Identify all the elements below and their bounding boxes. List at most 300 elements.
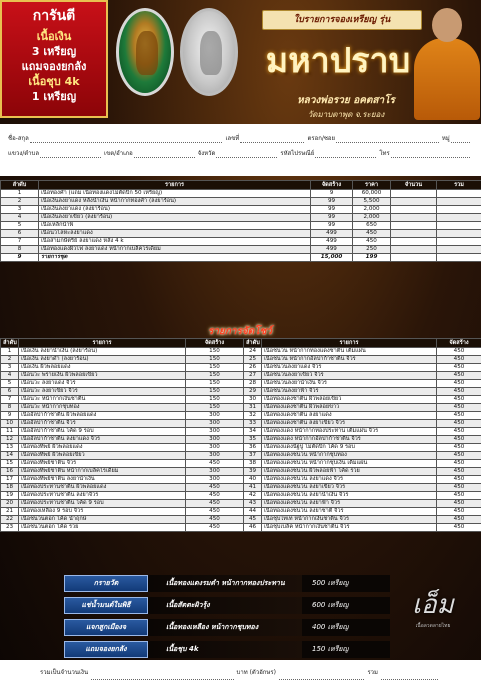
reward-row	[64, 640, 390, 659]
col-header-item: รายการ	[19, 339, 186, 348]
table-header-row	[1, 181, 481, 190]
logo-subtext: เนื้อลวดลายไทย	[415, 623, 451, 629]
row-item: เนื้อทองแดงผิวไฟ ลงยาแดง หน้ากากเบล็คโรเดียม	[39, 246, 311, 254]
reward-qty: 500 เหรียญ	[302, 575, 390, 592]
silver-amulet-image	[180, 8, 238, 96]
row-item: เนื้อทองแดงชนวน หน้ากากชุบเงิน เต็มแผ่น	[262, 460, 437, 468]
row-quantity: 450	[437, 396, 481, 404]
monk-photo	[410, 0, 481, 120]
row-amount-field[interactable]	[391, 190, 437, 198]
row-number: 3	[1, 206, 39, 214]
row-price: 5,500	[353, 198, 391, 206]
row-item: เนื้อชนวนตอก โค้ด นำฤกษ์	[19, 516, 186, 524]
row-quantity: 450	[437, 500, 481, 508]
row-item: เนื้อชนวนลงยาน้ำเงิน จีวร	[262, 380, 437, 388]
table-row	[1, 460, 481, 468]
subdistrict-label: แขวง/ตำบล	[8, 150, 40, 157]
number-label: เลขที่	[225, 135, 240, 142]
table-row	[1, 476, 481, 484]
row-item: เนื้อทองแดงนัฐปู ไม่ตัดปีก โค้ด 9 รอบ	[262, 444, 437, 452]
row-number: 13	[1, 444, 19, 452]
row-quantity: 300	[186, 468, 244, 476]
row-quantity: 450	[437, 492, 481, 500]
row-total-field[interactable]	[437, 190, 481, 198]
table-row	[1, 246, 481, 254]
row-quantity: 450	[186, 508, 244, 516]
row-price: 199	[353, 254, 391, 262]
series-title: มหาปราบ	[265, 41, 411, 81]
row-item: เนื้อชุบไทเท หน้ากากเงินชาติน จีวร	[262, 516, 437, 524]
row-item: เนื้อทองแดงชนวน ลงยาฟ้า จีวร	[262, 500, 437, 508]
row-item: เนื้อทองเหลือง 9 รอบ จีวร	[19, 508, 186, 516]
table-row	[1, 388, 481, 396]
table-row	[1, 348, 481, 356]
row-amount-field[interactable]	[391, 222, 437, 230]
table-row	[1, 238, 481, 246]
row-quantity: 450	[186, 492, 244, 500]
row-number: 5	[1, 222, 39, 230]
row-amount-field[interactable]	[391, 214, 437, 222]
table-row	[1, 428, 481, 436]
baht-text-field[interactable]	[279, 667, 365, 680]
row-price: 250	[353, 246, 391, 254]
row-number: 22	[1, 516, 19, 524]
row-number: 29	[244, 388, 262, 396]
table-row	[1, 452, 481, 460]
row-item: เนื้ออัลปาก้าชาติน ลงยาแดง จีวร	[19, 436, 186, 444]
row-number: 33	[244, 420, 262, 428]
brand-logo	[398, 580, 468, 640]
table-row	[1, 412, 481, 420]
row-quantity: 99	[311, 222, 353, 230]
row-price: 60,000	[353, 190, 391, 198]
row-quantity: 450	[437, 452, 481, 460]
row-quantity: 450	[186, 516, 244, 524]
row-quantity: 450	[437, 436, 481, 444]
row-total-field[interactable]	[437, 246, 481, 254]
total-amount-field[interactable]	[91, 667, 234, 680]
col-header-price: ราคา	[353, 181, 391, 190]
table-row	[1, 198, 481, 206]
col-header-no-right: ลำดับ	[244, 339, 262, 348]
number-field[interactable]	[240, 142, 304, 143]
row-item: เนื้อนวะ หน้ากากชุบทอง	[19, 404, 186, 412]
row-quantity: 499	[311, 230, 353, 238]
row-number: 42	[244, 492, 262, 500]
row-number: 19	[1, 492, 19, 500]
row-quantity: 450	[186, 524, 244, 532]
row-item: เนื้อทองทิพย์ชาติน ลงยาน้ำเงิน	[19, 476, 186, 484]
row-item: เนื้อทองแดงชาติน ผิวพลอยเขียว	[262, 396, 437, 404]
row-quantity: 15,000	[311, 254, 353, 262]
row-number: 9	[1, 412, 19, 420]
row-number: 28	[244, 380, 262, 388]
row-number: 36	[244, 444, 262, 452]
guarantee-line: เนื้อเงิน	[36, 30, 72, 43]
row-number: 34	[244, 428, 262, 436]
row-item: เนื้อเงินลงยาแดง (ลงยาร้อน)	[39, 206, 311, 214]
phone-label: โทร	[379, 150, 390, 157]
row-number: 43	[244, 500, 262, 508]
row-number: 11	[1, 428, 19, 436]
table-row	[1, 436, 481, 444]
row-item: เนื้อทองประทานชาติน ลงยาจีวร	[19, 492, 186, 500]
reward-desc: เนื้อสัตตะผิวรุ้ง	[148, 597, 302, 614]
province-field[interactable]	[216, 157, 277, 158]
row-item: เนื้อทองแดง หน้ากากอัลปาก้าชาติน จีวร	[262, 436, 437, 444]
row-item: เนื้อเงิน ผิวพลอยแดง	[19, 364, 186, 372]
row-item: เนื้ออัลปาก้าชาติน จีวร	[19, 420, 186, 428]
guarantee-box	[0, 0, 108, 118]
table-row	[1, 524, 481, 532]
row-quantity: 150	[186, 388, 244, 396]
row-total-field[interactable]	[437, 230, 481, 238]
row-total-field[interactable]	[437, 222, 481, 230]
row-price: 2,000	[353, 214, 391, 222]
table-row	[1, 214, 481, 222]
logo-text: เอ็ม	[412, 590, 454, 620]
guarantee-line: แถมจองยกลัง	[21, 60, 87, 73]
row-item: เนื้อสามกษัตริย์ ลงยาแดง หลัง 4 k	[39, 238, 311, 246]
total-label: รวมเป็นจำนวนเงิน	[40, 669, 89, 676]
customer-info-form	[0, 124, 481, 176]
row-number: 6	[1, 388, 19, 396]
row-number: 39	[244, 468, 262, 476]
row-quantity: 450	[437, 388, 481, 396]
row-quantity: 300	[186, 452, 244, 460]
col-header-no: ลำดับ	[1, 181, 39, 190]
col-header-qty-right: จัดสร้าง	[437, 339, 481, 348]
row-total-field[interactable]	[437, 214, 481, 222]
row-number: 7	[1, 396, 19, 404]
row-item: เนื้อทองแดงชาติน ลงยาแดง	[262, 412, 437, 420]
row-quantity: 300	[186, 412, 244, 420]
row-number: 12	[1, 436, 19, 444]
row-amount-field[interactable]	[391, 198, 437, 206]
col-header-total: รวม	[437, 181, 481, 190]
row-number: 17	[1, 476, 19, 484]
district-label: เขต/อำเภอ	[104, 150, 133, 157]
row-number: 32	[244, 412, 262, 420]
row-number: 23	[1, 524, 19, 532]
row-number: 45	[244, 516, 262, 524]
row-total-field[interactable]	[437, 254, 481, 262]
table-row	[1, 206, 481, 214]
reward-row	[64, 574, 390, 593]
row-quantity: 150	[186, 364, 244, 372]
row-quantity: 450	[437, 484, 481, 492]
row-quantity: 9	[311, 190, 353, 198]
showcase-table	[0, 338, 481, 532]
row-item: เนื้อทองแดงชาติน ลงยาเขียว จีวร	[262, 420, 437, 428]
reward-qty: 600 เหรียญ	[302, 597, 390, 614]
row-item: เนื้อชุบเบล็ค หน้ากากเงินชาติน จีวร	[262, 524, 437, 532]
row-item: เนื้อชนวน หน้ากากทองแดงชาติน เต็มแผ่น	[262, 348, 437, 356]
table-row	[1, 356, 481, 364]
table-row	[1, 372, 481, 380]
row-item: เนื้อชนวน หน้ากากอัลปาก้าชาติน จีวร	[262, 356, 437, 364]
row-price: 2,000	[353, 206, 391, 214]
row-quantity: 450	[437, 428, 481, 436]
row-quantity: 450	[437, 404, 481, 412]
row-number: 31	[244, 404, 262, 412]
payment-total-footer	[0, 660, 481, 680]
reward-row	[64, 618, 390, 637]
grand-total-field[interactable]	[381, 667, 438, 680]
row-item: เนื้อทองแดงชนวน ลงยาน้ำเงิน จีวร	[262, 492, 437, 500]
row-item: เนื้อทองทิพย์ ผิวพลอยแดง	[19, 444, 186, 452]
row-item: เนื้ออัลปาก้าชาติน โค้ด 9 รอบ	[19, 428, 186, 436]
monk-name: หลวงพ่อรวย อคตสาโร	[297, 95, 395, 106]
table-row	[1, 222, 481, 230]
reward-qty: 400 เหรียญ	[302, 619, 390, 636]
row-quantity: 300	[186, 476, 244, 484]
reward-desc: เนื้อทองเหลือง หน้ากากชุบทอง	[148, 619, 302, 636]
guarantee-line: เนื้อชุบ 4k	[28, 75, 80, 88]
reward-label: แจกสูกเมืองจ	[64, 619, 148, 636]
row-item: เนื้อทองประทานชาติน ผิวพลอยแดง	[19, 484, 186, 492]
row-number: 7	[1, 238, 39, 246]
row-quantity: 450	[437, 356, 481, 364]
table-row	[1, 380, 481, 388]
row-number: 20	[1, 500, 19, 508]
table-row	[1, 468, 481, 476]
row-number: 5	[1, 380, 19, 388]
row-total-field[interactable]	[437, 198, 481, 206]
table-row	[1, 500, 481, 508]
row-quantity: 450	[437, 476, 481, 484]
row-quantity: 150	[186, 404, 244, 412]
row-number: 18	[1, 484, 19, 492]
row-quantity: 450	[437, 444, 481, 452]
row-number: 40	[244, 476, 262, 484]
row-number: 6	[1, 230, 39, 238]
row-number: 37	[244, 452, 262, 460]
row-price: 450	[353, 230, 391, 238]
row-quantity: 150	[186, 380, 244, 388]
table-row	[1, 364, 481, 372]
row-quantity: 450	[437, 508, 481, 516]
table-row	[1, 190, 481, 198]
row-quantity: 300	[186, 436, 244, 444]
rewards-list	[64, 574, 390, 662]
postcode-field[interactable]	[315, 157, 376, 158]
guarantee-line: 1 เหรียญ	[31, 90, 77, 103]
row-quantity: 450	[186, 484, 244, 492]
row-number: 1	[1, 190, 39, 198]
row-amount-field[interactable]	[391, 206, 437, 214]
table-header-row	[1, 339, 481, 348]
row-item: เนื้อเงินลงยาเขียว (ลงยาร้อน)	[39, 214, 311, 222]
row-item: เนื้อนวะ หน้ากากเงินชาติน	[19, 396, 186, 404]
table-row	[1, 254, 481, 262]
temple-name: วัดมาบตาพุด จ.ระยอง	[307, 110, 385, 119]
row-quantity: 99	[311, 198, 353, 206]
row-quantity: 150	[186, 396, 244, 404]
row-quantity: 450	[437, 420, 481, 428]
reward-qty: 150 เหรียญ	[302, 641, 390, 658]
row-quantity: 450	[437, 348, 481, 356]
row-quantity: 499	[311, 246, 353, 254]
row-quantity: 150	[186, 356, 244, 364]
table-row	[1, 484, 481, 492]
row-price: 650	[353, 222, 391, 230]
guarantee-title: การันตี	[32, 8, 76, 24]
row-item: เนื้อนวโลหะลงยาแดง	[39, 230, 311, 238]
row-quantity: 450	[437, 524, 481, 532]
table-row	[1, 230, 481, 238]
row-number: 9	[1, 254, 39, 262]
showcase-section-title: รายการจัดโชว์	[207, 326, 272, 337]
row-number: 4	[1, 214, 39, 222]
row-number: 8	[1, 246, 39, 254]
row-item: เนื้อชนวนลงยาแดง จีวร	[262, 364, 437, 372]
row-item: เนื้อทองแดงชนวน หน้ากากชุบทอง	[262, 452, 437, 460]
guarantee-line: 3 เหรียญ	[31, 45, 77, 58]
alley-label: ตรอก/ซอย	[307, 135, 336, 142]
col-header-qty: จัดสร้าง	[311, 181, 353, 190]
row-quantity: 300	[186, 420, 244, 428]
alley-field[interactable]	[336, 142, 439, 143]
row-quantity: 450	[437, 460, 481, 468]
row-item: เนื้อเงินลงยาแดง หลังนำเงิน หน้ากากทองคำ (ลงยาร้อน)	[39, 198, 311, 206]
baht-label: บาท (ตัวอักษร)	[236, 669, 276, 676]
row-total-field[interactable]	[437, 206, 481, 214]
postcode-label: รหัสไปรษณีย์	[280, 150, 315, 157]
row-amount-field[interactable]	[391, 238, 437, 246]
row-item: เนื้อทองแดง หน้ากากทองประทาน เต็มแผ่น จีวร	[262, 428, 437, 436]
row-number: 3	[1, 364, 19, 372]
gold-green-amulet-image	[116, 8, 174, 96]
row-number: 1	[1, 348, 19, 356]
col-header-qty: จัดสร้าง	[186, 339, 244, 348]
row-item: เนื้อทองคำ (แถม เนื้อทองแดงไม่ตัดปีก 50 เหรียญ)	[39, 190, 311, 198]
row-quantity: 450	[437, 380, 481, 388]
name-field[interactable]	[30, 142, 223, 143]
province-label: จังหวัด	[197, 150, 216, 157]
row-quantity: 450	[437, 468, 481, 476]
col-header-no: ลำดับ	[1, 339, 19, 348]
row-quantity: 99	[311, 214, 353, 222]
table-row	[1, 404, 481, 412]
row-item: เนื้อนวะ พรายเงิน ผิวพลอยเขียว	[19, 372, 186, 380]
row-number: 27	[244, 372, 262, 380]
row-item: เนื้อนวะ ลงยาเขียว จีวร	[19, 388, 186, 396]
row-item: เนื้อเงิน ลงยาน้ำเงิน (ลงยาร้อน)	[19, 348, 186, 356]
row-quantity: 450	[437, 364, 481, 372]
row-number: 44	[244, 508, 262, 516]
row-item: เนื้อชนวนตอก โค้ด รวย	[19, 524, 186, 532]
row-item: เนื้อเหล็กน้ำพี้	[39, 222, 311, 230]
row-amount-field[interactable]	[391, 254, 437, 262]
row-quantity: 450	[437, 372, 481, 380]
row-number: 14	[1, 452, 19, 460]
name-label: ชื่อ-สกุล	[8, 135, 29, 142]
row-number: 4	[1, 372, 19, 380]
village-field[interactable]	[451, 142, 470, 143]
table-row	[1, 444, 481, 452]
row-item: เนื้อทองแดงชนวน ลงยาแดง จีวร	[262, 476, 437, 484]
phone-field[interactable]	[391, 157, 470, 158]
row-item: เนื้อทองแดงชนวน ลงยาชาติ จีวร	[262, 508, 437, 516]
table-row	[1, 420, 481, 428]
row-item: เนื้อทองประทานชาติน โค้ด 9 รอบ	[19, 500, 186, 508]
col-header-item-right: รายการ	[262, 339, 437, 348]
row-quantity: 450	[186, 460, 244, 468]
reward-desc: เนื้อชุบ 4k	[148, 641, 302, 658]
row-number: 26	[244, 364, 262, 372]
row-amount-field[interactable]	[391, 246, 437, 254]
row-number: 25	[244, 356, 262, 364]
village-label: หมู่	[441, 135, 450, 142]
row-number: 46	[244, 524, 262, 532]
row-number: 35	[244, 436, 262, 444]
row-number: 21	[1, 508, 19, 516]
row-number: 2	[1, 198, 39, 206]
row-item: เนื้อทองทิพย์ชาติน จีวร	[19, 460, 186, 468]
row-quantity: 450	[186, 500, 244, 508]
row-number: 16	[1, 468, 19, 476]
row-total-field[interactable]	[437, 238, 481, 246]
row-item: เนื้ออัลปาก้าชาติน ผิวพลอยแดง	[19, 412, 186, 420]
row-item: เนื้อทองทิพย์ชาติน หน้ากากเบล็คโรเดียม	[19, 468, 186, 476]
row-quantity: 300	[186, 428, 244, 436]
row-item: เนื้อทองแดงชนวน ลงยาเขียว จีวร	[262, 484, 437, 492]
col-header-amount: จำนวน	[391, 181, 437, 190]
row-number: 2	[1, 356, 19, 364]
row-quantity: 150	[186, 372, 244, 380]
table-row	[1, 516, 481, 524]
row-item: เนื้อเงิน ลงยาดำ (ลงยาร้อน)	[19, 356, 186, 364]
reward-label: แถมจองยกลัง	[64, 641, 148, 658]
row-quantity: 300	[186, 444, 244, 452]
row-item: รายการชุด	[39, 254, 311, 262]
row-quantity: 150	[186, 348, 244, 356]
row-number: 8	[1, 404, 19, 412]
row-price: 450	[353, 238, 391, 246]
row-item: เนื้อทองทิพย์ ผิวพลอยเขียว	[19, 452, 186, 460]
order-banner: ใบรายการจองเหรียญ รุ่น	[262, 10, 422, 30]
row-amount-field[interactable]	[391, 230, 437, 238]
table-row	[1, 508, 481, 516]
district-field[interactable]	[134, 157, 195, 158]
table-row	[1, 492, 481, 500]
row-number: 41	[244, 484, 262, 492]
reward-label: กรายวัด	[64, 575, 148, 592]
table-row	[1, 396, 481, 404]
row-number: 24	[244, 348, 262, 356]
row-item: เนื้อชนวนลงยาฟ้า จีวร	[262, 388, 437, 396]
row-item: เนื้อนวะ ลงยาแดง จีวร	[19, 380, 186, 388]
subdistrict-field[interactable]	[40, 157, 101, 158]
row-item: เนื้อทองแดงชาติน ผิวพลอยขาว	[262, 404, 437, 412]
reward-row	[64, 596, 390, 615]
col-header-item: รายการ	[39, 181, 311, 190]
row-item: เนื้อชนวนลงยาเขียว จีวร	[262, 372, 437, 380]
row-number: 38	[244, 460, 262, 468]
row-quantity: 450	[437, 516, 481, 524]
row-quantity: 499	[311, 238, 353, 246]
main-order-table	[0, 180, 481, 262]
reward-desc: เนื้อทองแดงรมดำ หน้ากากทองประทาน	[148, 575, 302, 592]
row-number: 10	[1, 420, 19, 428]
row-item: เนื้อทองแดงชนวน ผิวพลอยฟ้า โค้ด รวย	[262, 468, 437, 476]
row-number: 30	[244, 396, 262, 404]
total-short-label: รวม	[367, 669, 378, 676]
row-quantity: 99	[311, 206, 353, 214]
row-quantity: 450	[437, 412, 481, 420]
row-number: 15	[1, 460, 19, 468]
